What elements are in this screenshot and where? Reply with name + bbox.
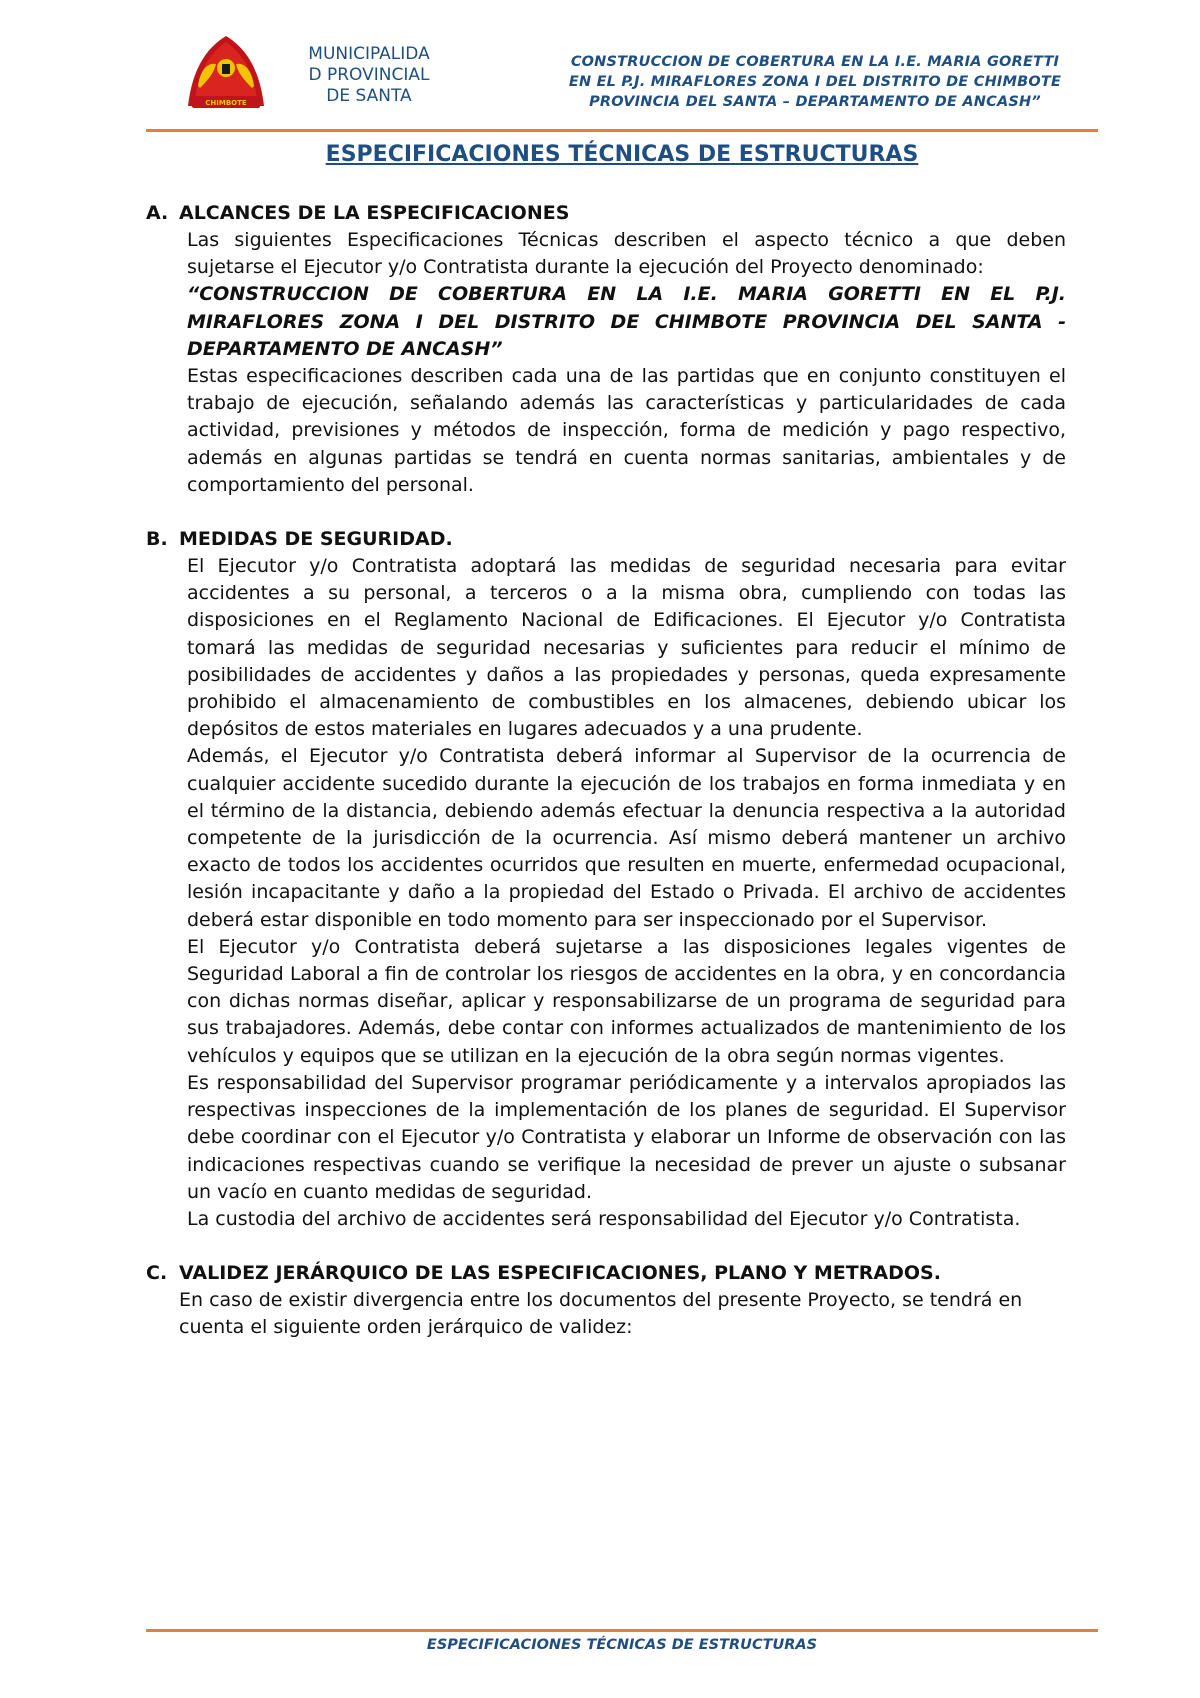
paragraph: El Ejecutor y/o Contratista deberá sujetarse a las disposiciones legales vigentes de Seguridad Laboral a fin de controlar los riesgos de accidentes en la obra, y en concordancia con dichas normas diseñar, aplicar y responsabilizarse de un programa de seguridad para sus trabajadores. Además, debe contar con informes actualizados de mantenimiento de los vehículos y equipos que se utilizan en la ejecución de la obra según normas vigentes. [187,935,1066,1067]
section-letter: B. [146,528,168,551]
paragraph: Es responsabilidad del Supervisor programar periódicamente y a intervalos apropiados las respectivas inspecciones de la implementación de los planes de seguridad. El Supervisor debe coordinar con el Ejecutor y/o Contratista y elaborar un Informe de observación con las indicaciones respectivas cuando se verifique la necesidad de prever un ajuste o subsanar un vacío en cuanto medidas de seguridad. [187,1071,1066,1203]
institution-line: D PROVINCIAL [308,65,430,85]
page-footer: ESPECIFICACIONES TÉCNICAS DE ESTRUCTURAS [426,1637,818,1653]
project-header-line: PROVINCIA DEL SANTA – DEPARTAMENTO DE ANCASH” [589,94,1041,110]
section-title: MEDIDAS DE SEGURIDAD. [179,528,453,551]
page-title: ESPECIFICACIONES TÉCNICAS DE ESTRUCTURAS [325,142,919,167]
paragraph: Las siguientes Especificaciones Técnicas describen el aspecto técnico a que deben sujetarse el Ejecutor y/o Contratista durante la ejecución del Proyecto denominado: [187,229,1066,279]
project-header-line: EN EL P.J. MIRAFLORES ZONA I DEL DISTRITO DE CHIMBOTE [568,74,1062,90]
institution-line: DE SANTA [326,86,412,106]
project-name: “CONSTRUCCION DE COBERTURA EN LA I.E. MARIA GORETTI EN EL P.J. MIRAFLORES ZONA I DEL DISTRITO DE CHIMBOTE PROVINCIA DEL SANTA - DEPARTAMENTO DE ANCASH” [187,283,1066,360]
paragraph: Además, el Ejecutor y/o Contratista deberá informar al Supervisor de la ocurrencia de cualquier accidente sucedido durante la ejecución de los trabajos en forma inmediata y en el término de la distancia, debiendo además efectuar la denuncia respectiva a la autoridad competente de la jurisdicción de la ocurrencia. Así mismo deberá mantener un archivo exacto de todos los accidentes ocurridos que resulten en muerte, enfermedad ocupacional, lesión incapacitante y daño a la propiedad del Estado o Privada. El archivo de accidentes deberá estar disponible en todo momento para ser inspeccionado por el Supervisor. [187,745,1066,931]
section-heading-a [146,200,1066,227]
section-title: VALIDEZ JERÁRQUICO DE LAS ESPECIFICACIONES, PLANO Y METRADOS. [179,1262,941,1285]
section-letter: C. [146,1262,168,1285]
municipality-crest-icon [186,34,266,112]
header-divider [146,129,1098,132]
institution-name [284,44,454,107]
paragraph: La custodia del archivo de accidentes será responsabilidad del Ejecutor y/o Contratista. [187,1207,1021,1230]
paragraph: Estas especificaciones describen cada una de las partidas que en conjunto constituyen el trabajo de ejecución, señalando además las características y particularidades de cada actividad, previsiones y métodos de inspección, forma de medición y pago respectivo, además en algunas partidas se tendrá en cuenta normas sanitarias, ambientales y de comportamiento del personal. [187,365,1066,496]
section-letter: A. [146,202,169,224]
section-heading-c [146,1260,1066,1287]
svg-text:CHIMBOTE: CHIMBOTE [205,99,247,107]
document-body [146,200,1066,1342]
project-header [530,52,1100,112]
paragraph: El Ejecutor y/o Contratista adoptará las medidas de seguridad necesaria para evitar accidentes a su personal, a terceros o a la misma obra, cumpliendo con todas las disposiciones en el Reglamento Nacional de Edificaciones. El Ejecutor y/o Contratista tomará las medidas de seguridad necesarias y suficientes para reducir el mínimo de posibilidades de accidentes y daños a las propiedades y personas, queda expresamente prohibido el almacenamiento de combustibles en los almacenes, debiendo ubicar los depósitos de estos materiales en lugares adecuados y a una prudente. [187,555,1066,741]
section-heading-b [146,526,1066,553]
project-header-line: CONSTRUCCION DE COBERTURA EN LA I.E. MARIA GORETTI [570,54,1060,70]
paragraph: En caso de existir divergencia entre los documentos del presente Proyecto, se tendrá en cuenta el siguiente orden jerárquico de validez: [179,1289,1023,1339]
footer-divider [146,1629,1098,1632]
section-title: ALCANCES DE LA ESPECIFICACIONES [179,202,570,224]
page-header [0,0,1200,140]
institution-line: MUNICIPALIDA [308,44,430,64]
